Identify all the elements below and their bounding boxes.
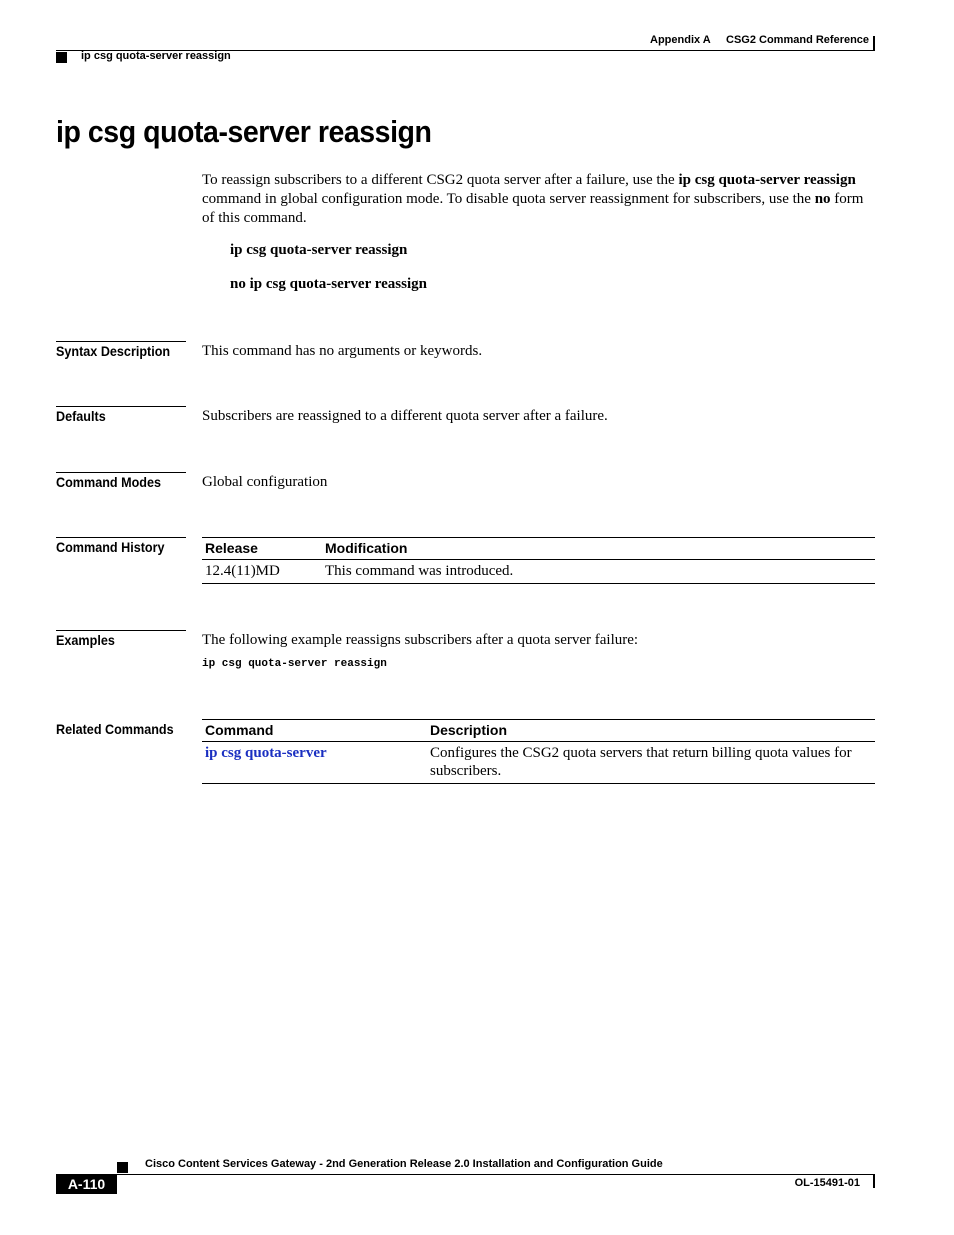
header-running-title: ip csg quota-server reassign (81, 50, 231, 62)
header-marker (56, 52, 67, 63)
footer-doc-code: OL-15491-01 (794, 1177, 860, 1189)
column-header-modification: Modification (322, 538, 875, 560)
syntax-no-command: no ip csg quota-server reassign (230, 276, 427, 292)
intro-paragraph (202, 171, 877, 228)
command-modes-text: Global configuration (202, 474, 328, 490)
section-heading-examples: Examples (56, 632, 115, 648)
modification-cell: This command was introduced. (322, 560, 875, 584)
syntax-description-text: This command has no arguments or keywords. (202, 343, 483, 359)
defaults-text: Subscribers are reassigned to a different quota server after a failure. (202, 408, 608, 424)
footer-title: Cisco Content Services Gateway - 2nd Generation Release 2.0 Installation and Configuration Guide (145, 1158, 663, 1170)
intro-command: ip csg quota-server reassign (678, 172, 856, 188)
section-rule (56, 537, 186, 538)
intro-no-keyword: no (814, 191, 831, 207)
intro-text-2: command in global configuration mode. To disable quota server reassignment for subscribers, use the (202, 191, 815, 207)
table-row (202, 742, 875, 784)
footer-bar (873, 1175, 875, 1188)
section-heading-command-modes: Command Modes (56, 474, 162, 490)
table-header-row (202, 538, 875, 560)
related-commands-table (202, 719, 875, 784)
table-row (202, 560, 875, 584)
intro-text-1: To reassign subscribers to a different CSG2 quota server after a failure, use the (202, 172, 679, 188)
example-code: ip csg quota-server reassign (202, 658, 387, 670)
examples-text: The following example reassigns subscribers after a quota server failure: (202, 632, 639, 648)
column-header-release: Release (202, 538, 322, 560)
section-heading-defaults: Defaults (56, 408, 106, 424)
command-history-table (202, 537, 875, 584)
section-rule (56, 472, 186, 473)
header-appendix: Appendix A (650, 34, 711, 46)
header-chapter: CSG2 Command Reference (726, 34, 870, 46)
page-title: ip csg quota-server reassign (56, 114, 432, 149)
footer-marker (117, 1162, 128, 1173)
page-number: A-110 (56, 1174, 117, 1194)
release-cell: 12.4(11)MD (202, 560, 322, 584)
section-heading-syntax-description: Syntax Description (56, 343, 171, 359)
section-heading-related-commands: Related Commands (56, 721, 174, 737)
intro-text-3: form of this command. (202, 191, 864, 226)
related-description-cell: Configures the CSG2 quota servers that return billing quota values for subscribers. (427, 742, 875, 784)
section-heading-command-history: Command History (56, 539, 165, 555)
section-rule (56, 630, 186, 631)
column-header-description: Description (427, 720, 875, 742)
table-header-row (202, 720, 875, 742)
related-command-cell (202, 742, 427, 784)
header-bar (873, 36, 875, 50)
syntax-command: ip csg quota-server reassign (230, 242, 408, 258)
footer-rule (117, 1174, 875, 1175)
section-rule (56, 341, 186, 342)
column-header-command: Command (202, 720, 427, 742)
related-command-link[interactable]: ip csg quota-server (205, 745, 327, 761)
section-rule (56, 406, 186, 407)
